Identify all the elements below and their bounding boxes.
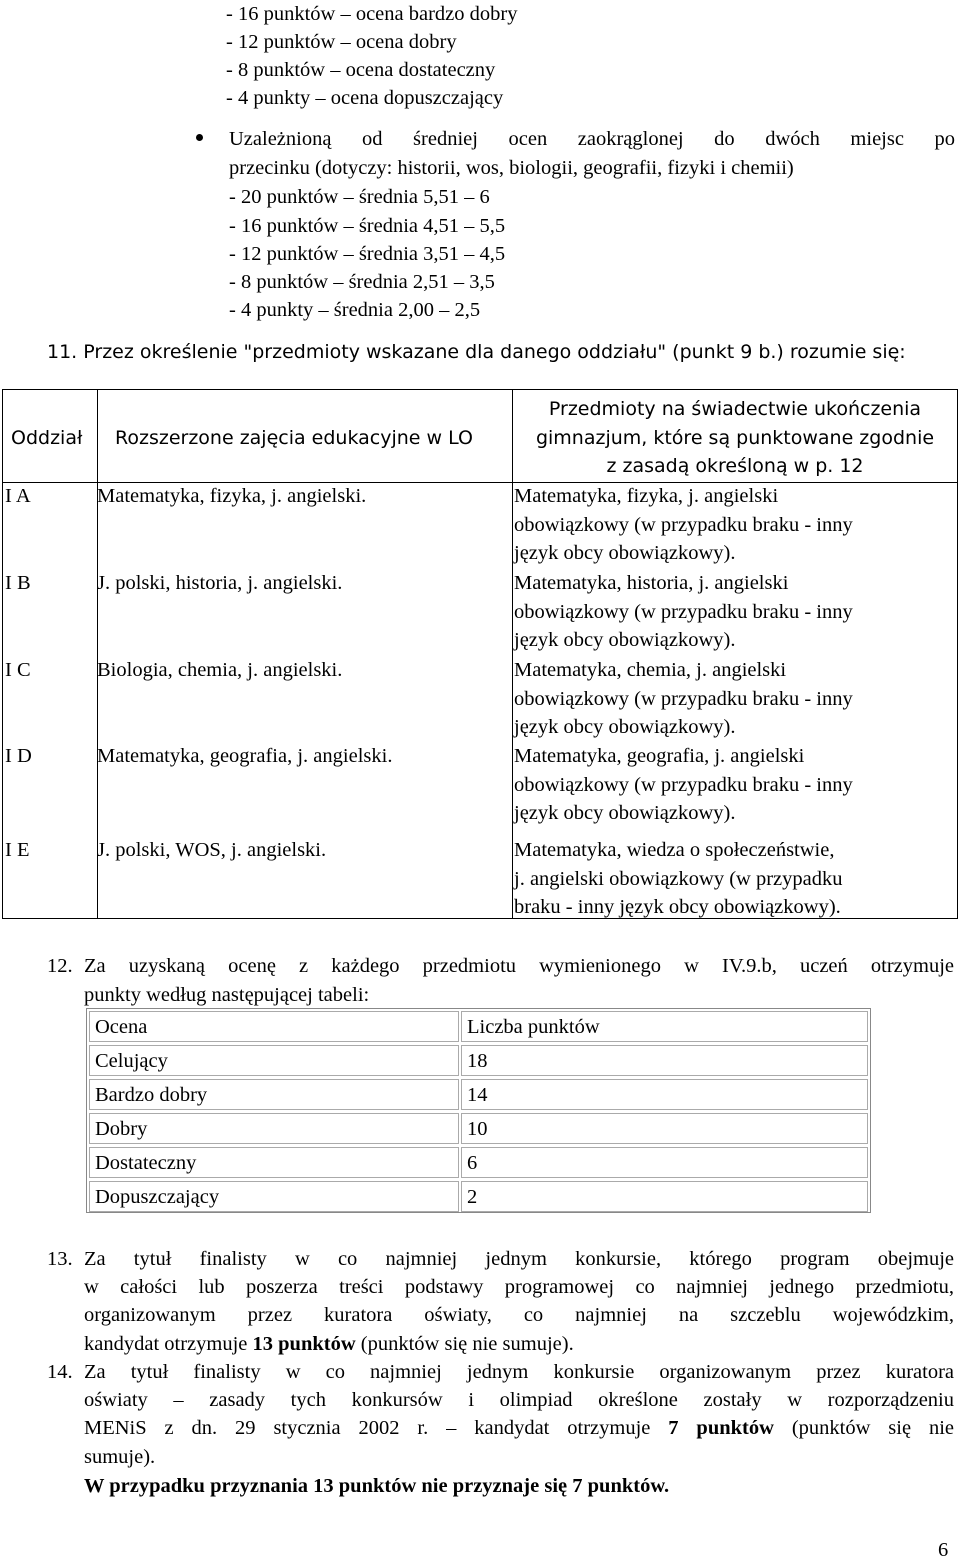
text-span: kandydat otrzymuje bbox=[84, 1333, 253, 1355]
point-11-text: 11. Przez określenie "przedmioty wskazane dla danego oddziału" (punkt 9 b.) rozumie się: bbox=[47, 341, 906, 363]
table-cell: Dopuszczający bbox=[89, 1181, 459, 1212]
table-row-przedmioty: obowiązkowy (w przypadku braku - inny bbox=[514, 688, 853, 710]
table-cell: Dobry bbox=[89, 1113, 459, 1144]
table-row-przedmioty: język obcy obowiązkowy). bbox=[514, 716, 736, 738]
table-row-rozszerzone: Biologia, chemia, j. angielski. bbox=[97, 659, 343, 681]
bullet-dot-icon bbox=[196, 134, 203, 141]
point-13-text bbox=[84, 1330, 574, 1358]
table-row-rozszerzone: J. polski, historia, j. angielski. bbox=[97, 572, 343, 594]
text-span: 13 bbox=[313, 1475, 334, 1497]
table-cell: 10 bbox=[461, 1113, 868, 1144]
grade-list-item: - 4 punkty – ocena dopuszczający bbox=[226, 87, 504, 109]
table-row bbox=[87, 1079, 870, 1113]
table-row-oddzial: I C bbox=[5, 659, 31, 681]
bullet-line: Uzależnioną od średniej ocen zaokrąglonej do dwóch miejsc po bbox=[229, 128, 955, 150]
grades-points-table bbox=[86, 1008, 871, 1213]
point-14-text: Za tytuł finalisty w co najmniej jednym konkursie organizowanym przez kuratora bbox=[84, 1361, 954, 1383]
points-7-bold: 7 punktów bbox=[668, 1417, 774, 1439]
grade-list-item: - 8 punktów – ocena dostateczny bbox=[226, 59, 496, 81]
table-row-oddzial: I B bbox=[5, 572, 31, 594]
table-row-przedmioty: język obcy obowiązkowy). bbox=[514, 542, 736, 564]
table-row-oddzial: I A bbox=[5, 485, 31, 507]
point-14-text: oświaty – zasady tych konkursów i olimpiad określone zostały w rozporządzeniu bbox=[84, 1389, 954, 1411]
table-row bbox=[87, 1181, 870, 1215]
text-span: 7 bbox=[572, 1475, 583, 1497]
table-row bbox=[87, 1113, 870, 1147]
table-cell: 2 bbox=[461, 1181, 868, 1212]
average-list-item: - 8 punktów – średnia 2,51 – 3,5 bbox=[229, 271, 495, 293]
table-row-rozszerzone: Matematyka, geografia, j. angielski. bbox=[97, 745, 393, 767]
table-row-rozszerzone: J. polski, WOS, j. angielski. bbox=[97, 839, 327, 861]
table-row-przedmioty: Matematyka, wiedza o społeczeństwie, bbox=[514, 839, 835, 861]
table-cell: 18 bbox=[461, 1045, 868, 1076]
table-row-oddzial: I D bbox=[5, 745, 32, 767]
point-12-number: 12. bbox=[47, 955, 73, 977]
point-14-text bbox=[84, 1414, 954, 1443]
point-13-text: Za tytuł finalisty w co najmniej jednym konkursie, którego program obejmuje bbox=[84, 1248, 954, 1270]
average-list-item: - 4 punkty – średnia 2,00 – 2,5 bbox=[229, 299, 481, 321]
text-span: (punktów się nie bbox=[773, 1417, 954, 1439]
table-cell: 6 bbox=[461, 1147, 868, 1178]
table-row-przedmioty: braku - inny język obcy obowiązkowy). bbox=[514, 896, 841, 918]
point-14-text: sumuje). bbox=[84, 1446, 156, 1468]
table-row-przedmioty: Matematyka, fizyka, j. angielski bbox=[514, 485, 779, 507]
table-row-przedmioty: Matematyka, geografia, j. angielski bbox=[514, 745, 805, 767]
point-13-text: organizowanym przez kuratora oświaty, co najmniej na szczeblu wojewódzkim, bbox=[84, 1304, 954, 1326]
page-number: 6 bbox=[938, 1539, 949, 1561]
header-rozszerzone: Rozszerzone zajęcia edukacyjne w LO bbox=[115, 427, 473, 449]
table-row bbox=[87, 1045, 870, 1079]
table-row-przedmioty: j. angielski obowiązkowy (w przypadku bbox=[514, 868, 843, 890]
average-list-item: - 12 punktów – średnia 3,51 – 4,5 bbox=[229, 243, 506, 265]
table-header-cell: Ocena bbox=[89, 1011, 459, 1042]
table-header-cell: Liczba punktów bbox=[461, 1011, 868, 1042]
final-note bbox=[84, 1472, 669, 1500]
table-row bbox=[87, 1147, 870, 1181]
point-12-text: Za uzyskaną ocenę z każdego przedmiotu wymienionego w IV.9.b, uczeń otrzymuje bbox=[84, 955, 954, 977]
subjects-table bbox=[2, 389, 958, 919]
header-oddzial: Oddział bbox=[11, 427, 83, 449]
table-row-przedmioty: obowiązkowy (w przypadku braku - inny bbox=[514, 774, 853, 796]
header-przedmioty: z zasadą określoną w p. 12 bbox=[606, 455, 864, 477]
text-span: punktów nie przyznaje się bbox=[333, 1475, 573, 1497]
text-span: MENiS z dn. 29 stycznia 2002 r. – kandydat otrzymuje bbox=[84, 1417, 669, 1439]
table-row-przedmioty: obowiązkowy (w przypadku braku - inny bbox=[514, 601, 853, 623]
average-list-item: - 16 punktów – średnia 4,51 – 5,5 bbox=[229, 215, 506, 237]
table-row-przedmioty: język obcy obowiązkowy). bbox=[514, 629, 736, 651]
table-cell: 14 bbox=[461, 1079, 868, 1110]
table-cell: Bardzo dobry bbox=[89, 1079, 459, 1110]
table-row-oddzial: I E bbox=[5, 839, 30, 861]
table-cell: Dostateczny bbox=[89, 1147, 459, 1178]
points-13-bold: 13 punktów bbox=[252, 1333, 356, 1355]
point-12-text: punkty według następującej tabeli: bbox=[84, 984, 370, 1006]
table-row bbox=[87, 1011, 870, 1045]
grade-list-item: - 12 punktów – ocena dobry bbox=[226, 31, 457, 53]
header-przedmioty: gimnazjum, które są punktowane zgodnie bbox=[535, 427, 935, 449]
table-row-przedmioty: Matematyka, chemia, j. angielski bbox=[514, 659, 787, 681]
point-13-text: w całości lub poszerza treści podstawy programowej co najmniej jednego przedmiotu, bbox=[84, 1276, 954, 1298]
table-row-przedmioty: obowiązkowy (w przypadku braku - inny bbox=[514, 514, 853, 536]
text-span: W przypadku przyznania bbox=[84, 1475, 314, 1497]
grade-list-item: - 16 punktów – ocena bardzo dobry bbox=[226, 3, 518, 25]
point-13-number: 13. bbox=[47, 1248, 73, 1270]
point-14-number: 14. bbox=[47, 1361, 73, 1383]
text-span: punktów. bbox=[582, 1475, 670, 1497]
bullet-line: przecinku (dotyczy: historii, wos, biologii, geografii, fizyki i chemii) bbox=[229, 157, 794, 179]
text-span: (punktów się nie sumuje). bbox=[355, 1333, 574, 1355]
table-row-przedmioty: język obcy obowiązkowy). bbox=[514, 802, 736, 824]
table-cell: Celujący bbox=[89, 1045, 459, 1076]
header-przedmioty: Przedmioty na świadectwie ukończenia bbox=[548, 398, 922, 420]
table-row-rozszerzone: Matematyka, fizyka, j. angielski. bbox=[97, 485, 367, 507]
table-row-przedmioty: Matematyka, historia, j. angielski bbox=[514, 572, 789, 594]
average-list-item: - 20 punktów – średnia 5,51 – 6 bbox=[229, 186, 490, 208]
